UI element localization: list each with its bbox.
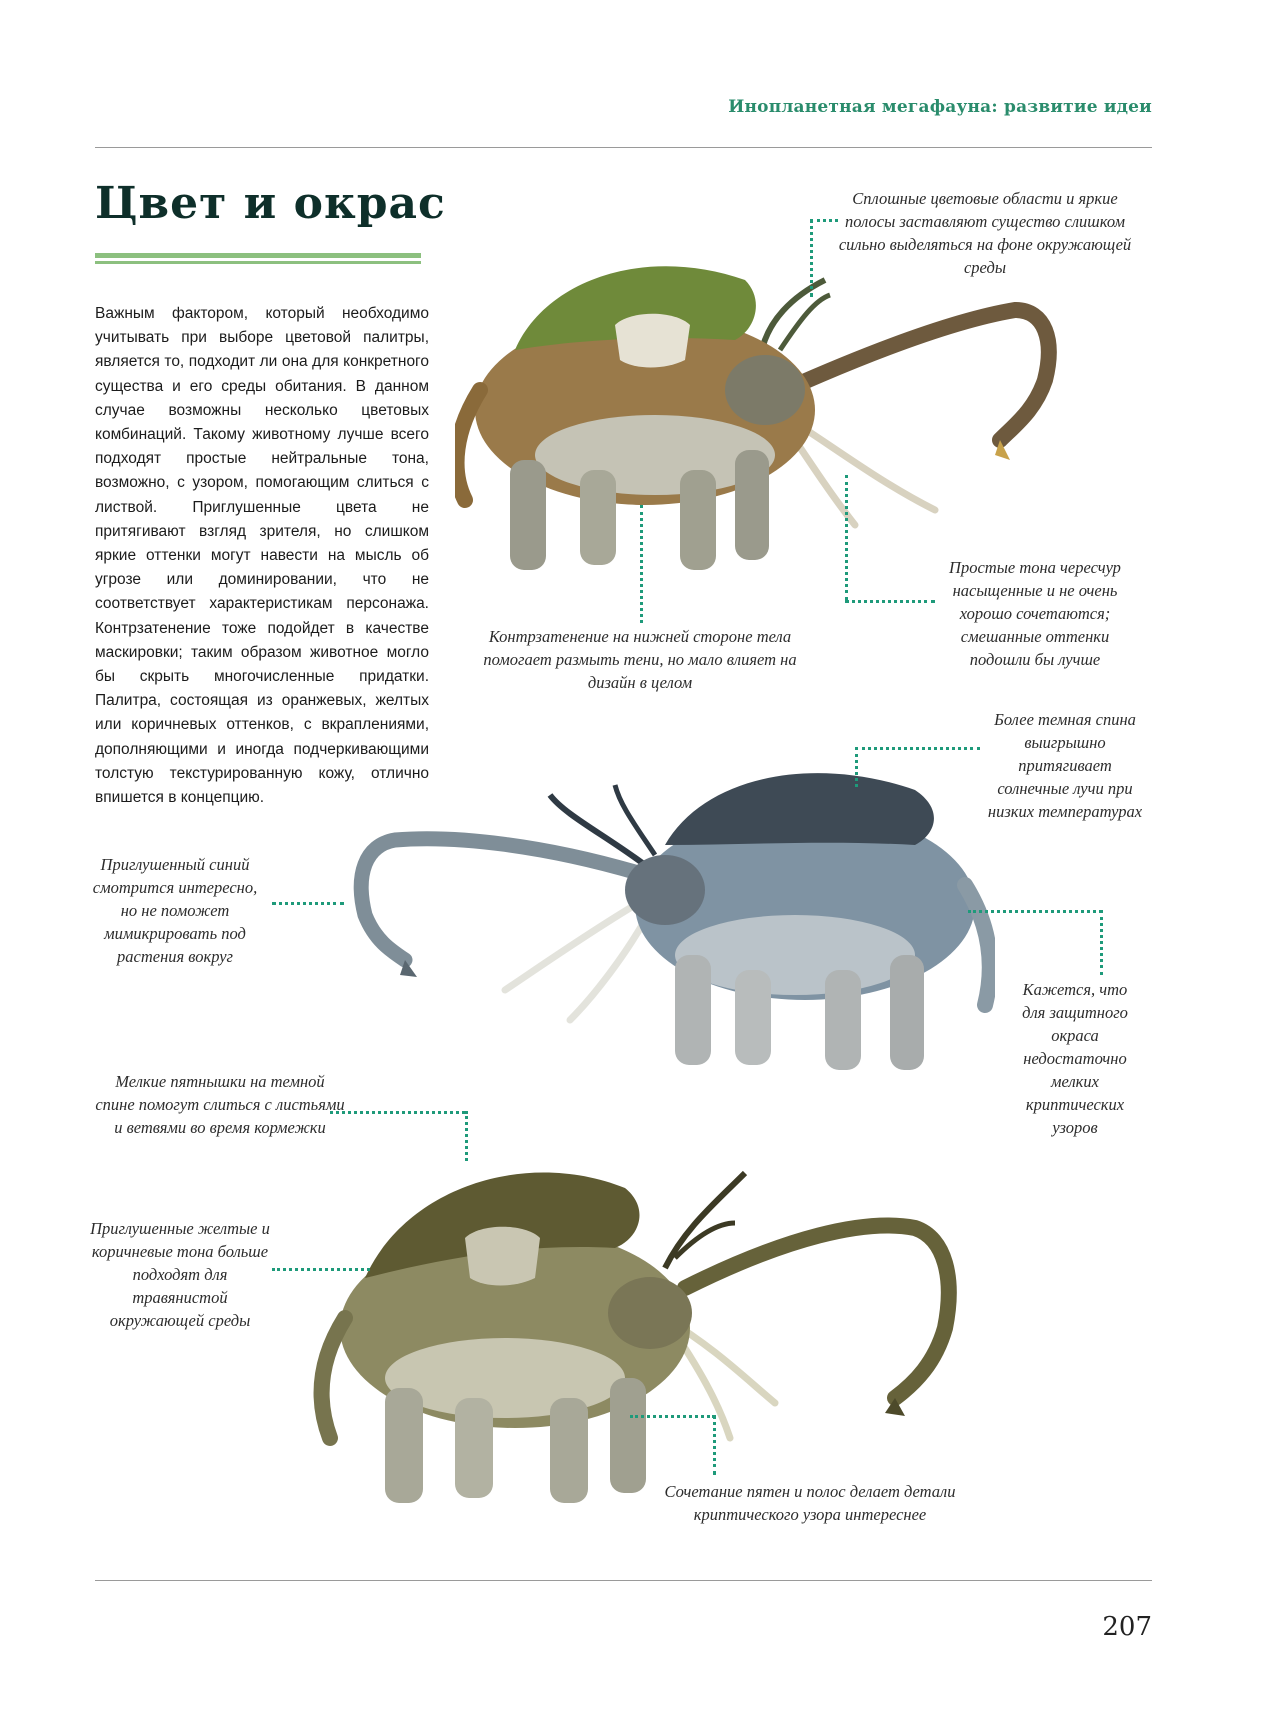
leader-dots xyxy=(968,910,1102,913)
leader-dots xyxy=(845,600,935,603)
tail-shape xyxy=(322,1318,345,1438)
header-rule xyxy=(95,147,1152,148)
leader-dots xyxy=(810,219,838,222)
leg-shape xyxy=(580,470,616,565)
tusk-shape xyxy=(505,905,635,990)
leader-dots xyxy=(640,505,643,623)
creature-shell xyxy=(665,773,934,845)
trunk-shape xyxy=(361,839,645,960)
body-paragraph: Важным фактором, который необходимо учитывать при выборе цветовой палитры, является то, подходит ли она для конкретного существа и его среды обитания. В данном случае возможны несколько цветовых комбинаций. Такому животному лучше всего подходят простые нейтральные тона, возможно, с узором, помогающим слиться с листвой. Приглушенные цвета не притягивают взгляд зрителя, но слишком яркие оттенки могут навести на мысль об угрозе или доминировании, что не соответствует характеристикам персонажа. Контрзатенение тоже подойдет в качестве маскировки; таким образом животное могло бы скрыть многочисленные придатки. Палитра, состоящая из оранжевых, желтых или коричневых оттенков, с вкраплениями, дополняющими и иногда подчеркивающими толстую текстурированную кожу, отлично впишется в концепцию. xyxy=(95,305,429,807)
leg-shape xyxy=(550,1398,588,1503)
leader-dots xyxy=(810,219,813,297)
caption-darker-back: Более темная спина выигрышно притягивает солнечные лучи при низких температурах xyxy=(987,710,1143,821)
leader-dots xyxy=(845,475,848,600)
back-plate xyxy=(615,314,690,368)
leader-dots xyxy=(330,1111,465,1114)
caption-simple-tones: Простые тона чересчур насыщенные и не очень хорошо сочетаются; смешанные оттенки подошли бы лучше xyxy=(949,558,1121,669)
trunk-shape xyxy=(685,1226,949,1399)
title-underline-thin xyxy=(95,261,421,264)
leg-shape xyxy=(890,955,924,1070)
back-plate xyxy=(465,1227,540,1286)
leader-dots xyxy=(1100,910,1103,975)
leg-shape xyxy=(675,955,711,1065)
creature-illustration-blue xyxy=(345,755,995,1095)
creature-head xyxy=(725,355,805,425)
leg-shape xyxy=(385,1388,423,1503)
leader-dots xyxy=(630,1415,715,1418)
footer-rule xyxy=(95,1580,1152,1581)
tail-shape xyxy=(965,885,990,1005)
leader-dots xyxy=(855,747,980,750)
caption-countershading: Контрзатенение на нижней стороне тела помогает размыть тени, но мало влияет на дизайн в целом xyxy=(483,627,797,692)
creature-illustration-brown xyxy=(455,240,1075,600)
caption-muted-yellow: Приглушенные желтые и коричневые тона больше подходят для травянистой окружающей среды xyxy=(90,1219,270,1330)
trunk-shape xyxy=(785,310,1049,440)
leg-shape xyxy=(825,970,861,1070)
running-head: Инопланетная мегафауна: развитие идеи xyxy=(728,97,1152,117)
creature-head xyxy=(608,1277,692,1349)
leg-shape xyxy=(455,1398,493,1498)
creature-illustration-olive xyxy=(305,1128,965,1518)
leg-shape xyxy=(610,1378,646,1493)
section-title: Цвет и окрас xyxy=(95,178,446,229)
leg-shape xyxy=(680,470,716,570)
leader-dots xyxy=(713,1415,716,1475)
caption-spots-stripes: Сочетание пятен и полос делает детали криптического узора интереснее xyxy=(664,1482,956,1524)
caption-muted-blue: Приглушенный синий смотрится интересно, но не поможет мимикрировать под растения вокруг xyxy=(92,855,258,966)
caption-small-spots: Мелкие пятнышки на темной спине помогут слиться с листьями и ветвями во время кормежки xyxy=(95,1072,345,1137)
caption-solid-colors: Сплошные цветовые области и яркие полосы заставляют существо слишком сильно выделяться на фоне окружающей среды xyxy=(838,189,1132,277)
leg-shape xyxy=(510,460,546,570)
leg-shape xyxy=(735,450,769,560)
leader-dots xyxy=(272,902,344,905)
leg-shape xyxy=(735,970,771,1065)
tail-shape xyxy=(457,390,480,500)
title-underline-thick xyxy=(95,253,421,258)
leader-dots xyxy=(272,1268,370,1271)
creature-head xyxy=(625,855,705,925)
leader-dots xyxy=(855,747,858,787)
caption-cryptic-patterns: Кажется, что для защитного окраса недостаточно мелких криптических узоров xyxy=(1022,980,1128,1137)
page-number: 207 xyxy=(1102,1612,1152,1642)
